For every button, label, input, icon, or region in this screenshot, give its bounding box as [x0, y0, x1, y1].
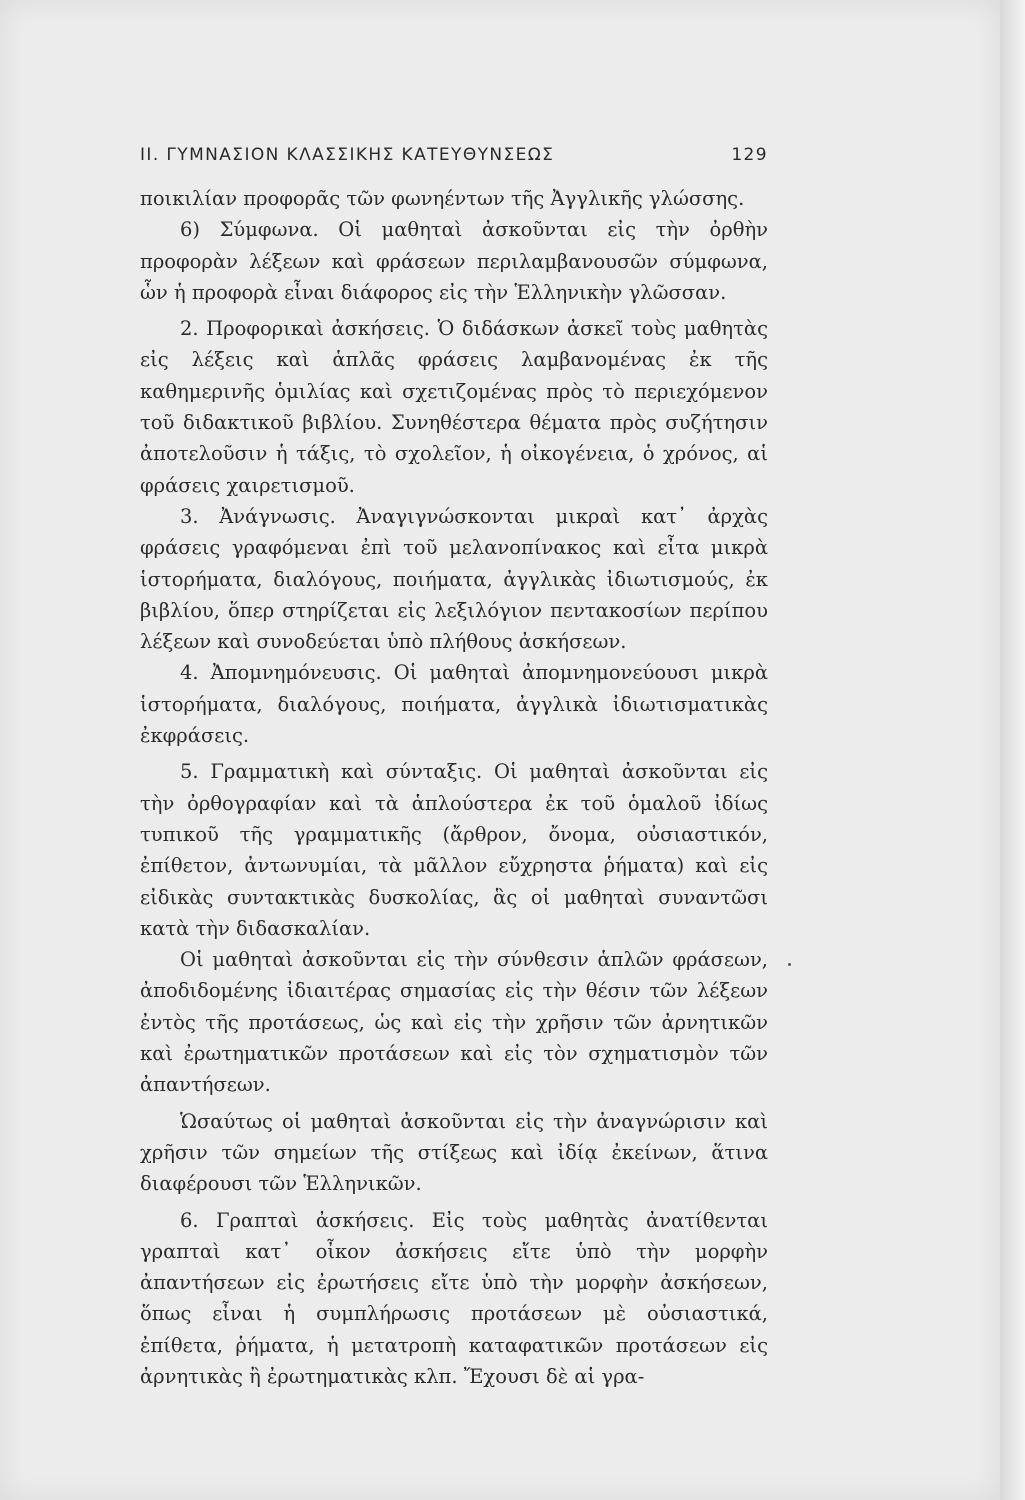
paragraph-composition: Οἱ μαθηταὶ ἀσκοῦνται εἰς τὴν σύνθεσιν ἁπλῶν φράσεων, ἀποδιδομένης ἰδιαιτέρας σημασίας εἰς τὴν θέσιν τῶν λέξεων ἐντὸς τῆς προτάσεως, ὡς καὶ εἰς τὴν χρῆσιν τῶν ἀρνητικῶν καὶ ἐρωτηματικῶν προτάσεων καὶ εἰς τὸν σχηματισμὸν τῶν ἀπαντήσεων. [140, 948, 768, 1097]
body-text [140, 183, 768, 1392]
paper-speck [788, 963, 791, 966]
running-header [140, 145, 768, 165]
page-number: 129 [731, 145, 768, 165]
paragraph-grammar: 5. Γραμματικὴ καὶ σύνταξις. Οἱ μαθηταὶ ἀσκοῦνται εἰς τὴν ὀρθογραφίαν καὶ τὰ ἁπλούστερα ἐκ τοῦ ὁμαλοῦ ἰδίως τυπικοῦ τῆς γραμματικῆς (ἄρθρον, ὄνομα, οὐσιαστικόν, ἐπίθετον, ἀντωνυμίαι, τὰ μᾶλλον εὔχρηστα ῥήματα) καὶ εἰς εἰδικὰς συντακτικὰς δυσκολίας, ἃς οἱ μαθηταὶ συναντῶσι κατὰ τὴν διδασκαλίαν. [140, 760, 768, 940]
paragraph-reading: 3. Ἀνάγνωσις. Ἀναγιγνώσκονται μικραὶ κατ᾽ ἀρχὰς φράσεις γραφόμεναι ἐπὶ τοῦ μελανοπίνακος καὶ εἶτα μικρὰ ἱστορήματα, διαλόγους, ποιήματα, ἀγγλικὰς ἰδιωτισμούς, ἐκ βιβλίου, ὅπερ στηρίζεται εἰς λεξιλόγιον πεντακοσίων περίπου λέξεων καὶ συνοδεύεται ὑπὸ πλήθους ἀσκήσεων. [140, 504, 768, 654]
paragraph-oral-exercises: 2. Προφορικαὶ ἀσκήσεις. Ὁ διδάσκων ἀσκεῖ τοὺς μαθητὰς εἰς λέξεις καὶ ἁπλᾶς φράσεις λαμβανομένας ἐκ τῆς καθημερινῆς ὁμιλίας καὶ σχετιζομένας πρὸς τὸ περιεχόμενον τοῦ διδακτικοῦ βιβλίου. Συνηθέστερα θέματα πρὸς συζήτησιν ἀποτελοῦσιν ἡ τάξις, τὸ σχολεῖον, ἡ οἰκογένεια, ὁ χρόνος, αἱ φράσεις χαιρετισμοῦ. [140, 317, 768, 497]
paragraph-punctuation: Ὡσαύτως οἱ μαθηταὶ ἀσκοῦνται εἰς τὴν ἀναγνώρισιν καὶ χρῆσιν τῶν σημείων τῆς στίξεως καὶ ἰδίᾳ ἐκείνων, ἅτινα διαφέρουσι τῶν Ἑλληνικῶν. [140, 1109, 768, 1196]
paragraph-consonants: 6) Σύμφωνα. Οἱ μαθηταὶ ἀσκοῦνται εἰς τὴν ὀρθὴν προφορὰν λέξεων καὶ φράσεων περιλαμβανουσῶν σύμφωνα, ὧν ἡ προφορὰ εἶναι διάφορος εἰς τὴν Ἑλληνικὴν γλῶσσαν. [140, 218, 768, 304]
paragraph-memorization: 4. Ἀπομνημόνευσις. Οἱ μαθηταὶ ἀπομνημονεύουσι μικρὰ ἱστορήματα, διαλόγους, ποιήματα, ἀγγλικὰ ἰδιωτισματικὰς ἐκφράσεις. [140, 661, 768, 748]
paragraph-written-exercises: 6. Γραπταὶ ἀσκήσεις. Εἰς τοὺς μαθητὰς ἀνατίθενται γραπταὶ κατ᾽ οἶκον ἀσκήσεις εἴτε ὑπὸ τὴν μορφὴν ἀπαντήσεων εἰς ἐρωτήσεις εἴτε ὑπὸ τὴν μορφὴν ἀσκήσεων, ὅπως εἶναι ἡ συμπλήρωσις προτάσεων μὲ οὐσιαστικά, ἐπίθετα, ῥήματα, ἡ μετατροπὴ καταφατικῶν προτάσεων εἰς ἀρνητικὰς ἢ ἐρωτηματικὰς κλπ. Ἔχουσι δὲ αἱ γρα- [140, 1208, 768, 1388]
chapter-title: ΙΙ. ΓΥΜΝΑΣΙΟΝ ΚΛΑΣΣΙΚΗΣ ΚΑΤΕΥΘΥΝΣΕΩΣ [140, 145, 555, 165]
paragraph-continuation: ποικιλίαν προφορᾶς τῶν φωνηέντων τῆς Ἀγγλικῆς γλώσσης. [140, 187, 745, 210]
page-edge [1000, 0, 1025, 1500]
